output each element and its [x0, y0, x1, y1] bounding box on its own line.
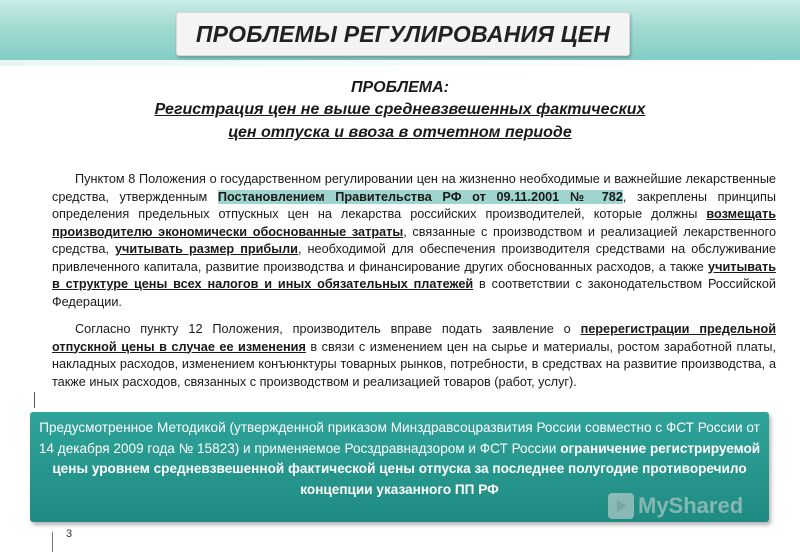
callout-text: Предусмотренное Методикой (утвержденной приказом Минздравсоцразвития России совместно с ФСТ России от 14 декабря 2009 года № 15823) и применяемое Росздравнадзором и ФСТ России	[38, 420, 760, 456]
para1-text-1: Пунктом 8 Положения о государственном регулировании цен на жизненно необходимые и важнейшие лекарственные средства, утвержденным	[52, 172, 776, 204]
paragraph-1	[52, 171, 776, 311]
para1-text-5: в соответствии с законодательством Российской Федерации.	[52, 277, 776, 309]
para2-underline-reregistration: перерегистрации предельной отпускной цены в случае ее изменения	[52, 322, 776, 354]
play-slide-icon	[608, 493, 634, 519]
paragraph-divider	[34, 392, 35, 408]
watermark	[608, 493, 743, 519]
page-number: 3	[66, 528, 73, 540]
para1-highlight-decree: Постановлением Правительства РФ от 09.11.2001 № 782	[217, 189, 623, 204]
callout-bold-text: ограничение регистрируемой цены уровнем средневзвешенной фактической цены отпуска за последнее полугодие противоречило концепции указанного ПП РФ	[52, 440, 761, 497]
para1-text-2: , закреплены принципы определения предельных отпускных цен на лекарства российских производителей, которые должны	[52, 189, 777, 221]
para2-text-1: Согласно пункту 12 Положения, производитель вправе подать заявление о	[75, 322, 581, 336]
footer-divider	[52, 532, 53, 552]
problem-label: ПРОБЛЕМА:	[350, 79, 450, 96]
para1-text-4: , необходимой для обеспечения производителя средствами на обслуживание привлеченного капитала, развитие производства и финансирование других обоснованных расходов, а также	[52, 242, 776, 274]
problem-line-1: Регистрация цен не выше средневзвешенных фактических	[154, 101, 646, 118]
slide-title: ПРОБЛЕМЫ РЕГУЛИРОВАНИЯ ЦЕН	[195, 20, 611, 47]
para1-underline-taxes: учитывать в структуре цены всех налогов и иных обязательных платежей	[52, 259, 776, 291]
para1-underline-costs: возмещать производителю экономически обоснованные затраты	[52, 207, 776, 239]
para1-underline-profit: учитывать размер прибыли	[114, 242, 298, 256]
title-box	[176, 12, 630, 56]
problem-line-2: цен отпуска и ввоза в отчетном периоде	[228, 124, 572, 141]
para2-text-2: в связи с изменением цен на сырье и материалы, ростом заработной платы, накладных расходов, изменением конъюнктуры товарных рынков, потребности, в средствах на развитие производства, а также иных расходов, связанных с производством и реализацией товаров (работ, услуг).	[52, 339, 776, 389]
paragraph-2	[52, 321, 776, 391]
watermark-text: MyShared	[638, 493, 744, 518]
para1-text-3: , связанные с производством и реализацией лекарственного средства,	[52, 224, 777, 256]
